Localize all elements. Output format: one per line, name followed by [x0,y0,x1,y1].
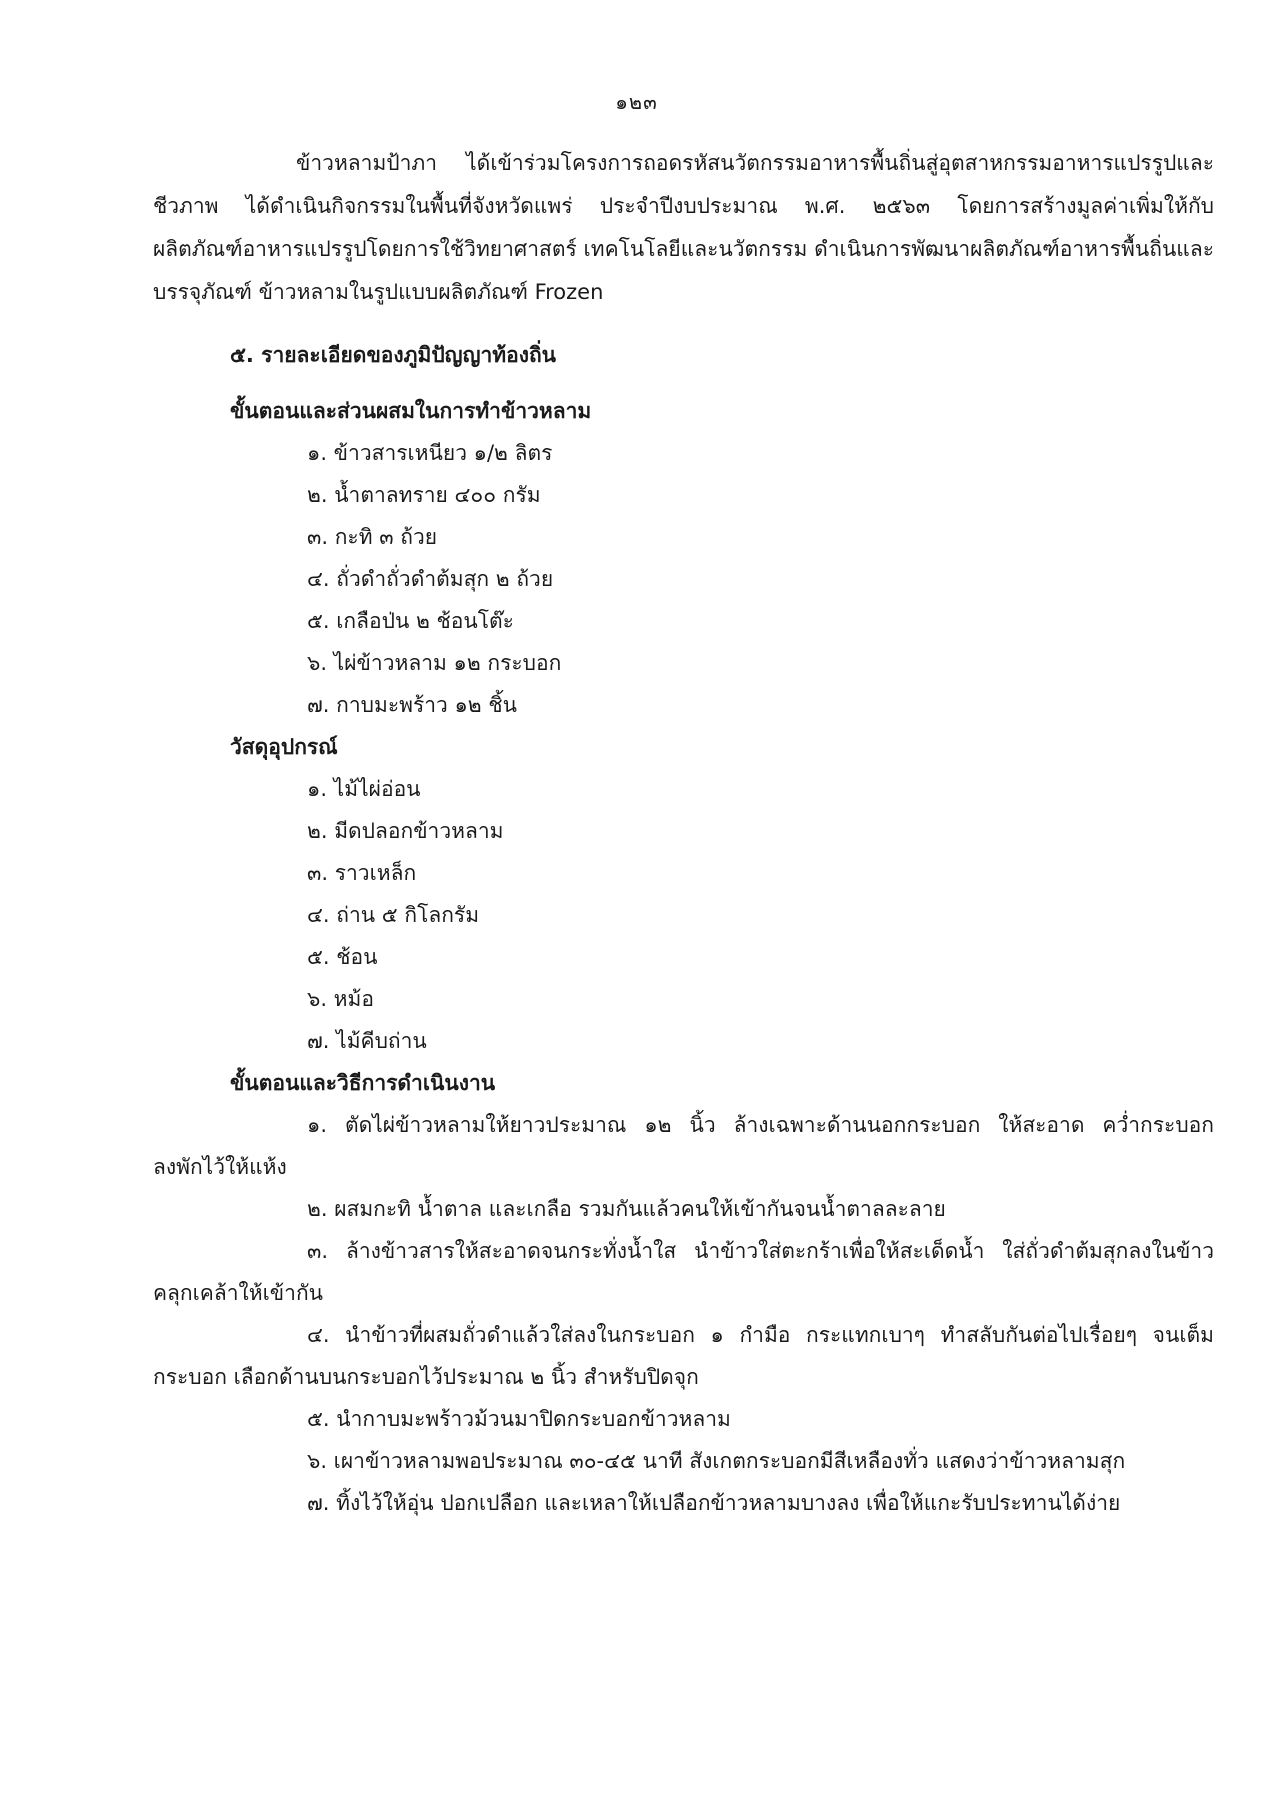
ingredient-item: ๑. ข้าวสารเหนียว ๑/๒ ลิตร [307,441,553,465]
procedure-heading: ขั้นตอนและวิธีการดำเนินงาน [230,1071,496,1095]
ingredient-item: ๔. ถั่วดำถั่วดำต้มสุก ๒ ถ้วย [307,567,554,591]
equipment-item: ๗. ไม้คีบถ่าน [307,1029,427,1053]
intro-line-1: ข้าวหลามป้าภา ได้เข้าร่วมโครงการถอดรหัสนวัตกรรมอาหารพื้นถิ่นสู่อุตสาหกรรมอาหารแปรรูปและ [296,151,1214,175]
equipment-item: ๒. มีดปลอกข้าวหลาม [307,819,504,843]
equipment-item: ๔. ถ่าน ๕ กิโลกรัม [307,903,480,927]
procedure-step-4: ๔. นำข้าวที่ผสมถั่วดำแล้วใส่ลงในกระบอก ๑ กำมือ กระแทกเบาๆ ทำสลับกันต่อไปเรื่อยๆ จนเต็ม [307,1323,1214,1347]
procedure-step-7: ๗. ทิ้งไว้ให้อุ่น ปอกเปลือก และเหลาให้เปลือกข้าวหลามบางลง เพื่อให้แกะรับประทานได้ง่าย [307,1491,1121,1515]
intro-line-4: บรรจุภัณฑ์ ข้าวหลามในรูปแบบผลิตภัณฑ์ Frozen [153,280,604,304]
ingredient-item: ๓. กะทิ ๓ ถ้วย [307,525,438,549]
ingredient-item: ๕. เกลือป่น ๒ ช้อนโต๊ะ [307,609,514,633]
procedure-step-1: ๑. ตัดไผ่ข้าวหลามให้ยาวประมาณ ๑๒ นิ้ว ล้างเฉพาะด้านนอกกระบอก ให้สะอาด คว่ำกระบอก [307,1113,1214,1137]
equipment-item: ๕. ช้อน [307,945,378,969]
equipment-item: ๓. ราวเหล็ก [307,861,417,885]
procedure-step-1-cont: ลงพักไว้ให้แห้ง [153,1155,287,1179]
ingredients-heading: ขั้นตอนและส่วนผสมในการทำข้าวหลาม [230,399,592,423]
procedure-step-6: ๖. เผาข้าวหลามพอประมาณ ๓๐-๔๕ นาที สังเกตกระบอกมีสีเหลืองทั่ว แสดงว่าข้าวหลามสุก [307,1449,1126,1473]
section-5-heading: ๕. รายละเอียดของภูมิปัญญาท้องถิ่น [230,343,557,367]
procedure-step-3: ๓. ล้างข้าวสารให้สะอาดจนกระทั่งน้ำใส นำข้าวใส่ตะกร้าเพื่อให้สะเด็ดน้ำ ใส่ถั่วดำต้มสุกลงในข้าว [307,1239,1214,1263]
equipment-heading: วัสดุอุปกรณ์ [230,735,338,759]
ingredient-item: ๖. ไผ่ข้าวหลาม ๑๒ กระบอก [307,651,562,675]
page-number: ๑๒๓ [615,90,658,114]
equipment-item: ๑. ไม้ไผ่อ่อน [307,777,421,801]
procedure-step-3-cont: คลุกเคล้าให้เข้ากัน [153,1281,324,1305]
intro-line-2: ชีวภาพ ได้ดำเนินกิจกรรมในพื้นที่จังหวัดแพร่ ประจำปีงบประมาณ พ.ศ. ๒๕๖๓ โดยการสร้างมูลค่าเพิ่มให้กับ [153,194,1214,218]
intro-line-3: ผลิตภัณฑ์อาหารแปรรูปโดยการใช้วิทยาศาสตร์ เทคโนโลยีและนวัตกรรม ดำเนินการพัฒนาผลิตภัณฑ์อาหารพื้นถิ่นและ [153,237,1214,261]
procedure-step-2: ๒. ผสมกะทิ น้ำตาล และเกลือ รวมกันแล้วคนให้เข้ากันจนน้ำตาลละลาย [307,1197,946,1221]
procedure-step-4-cont: กระบอก เลือกด้านบนกระบอกไว้ประมาณ ๒ นิ้ว สำหรับปิดจุก [153,1365,699,1389]
procedure-step-5: ๕. นำกาบมะพร้าวม้วนมาปิดกระบอกข้าวหลาม [307,1407,731,1431]
ingredient-item: ๗. กาบมะพร้าว ๑๒ ชิ้น [307,693,517,717]
ingredient-item: ๒. น้ำตาลทราย ๔๐๐ กรัม [307,483,541,507]
equipment-item: ๖. หม้อ [307,987,374,1011]
